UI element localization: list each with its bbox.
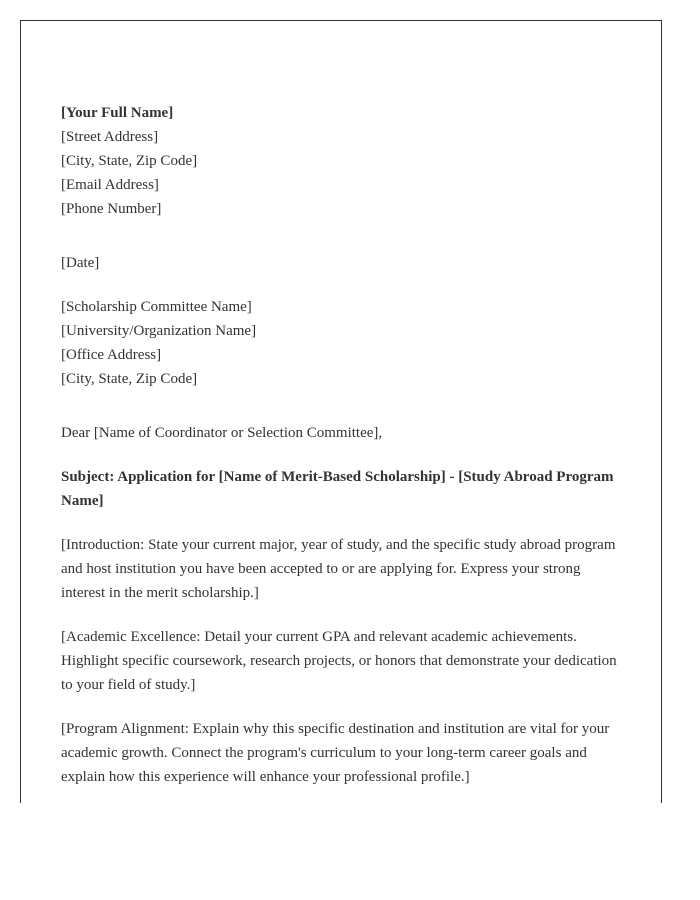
sender-block <box>61 101 621 221</box>
letter-page <box>20 20 662 803</box>
sender-name: [Your Full Name] <box>61 105 174 121</box>
letter-date: [Date] <box>61 255 100 271</box>
sender-city: [City, State, Zip Code] <box>61 153 198 169</box>
recipient-office: [Office Address] <box>61 347 162 363</box>
sender-email: [Email Address] <box>61 177 159 193</box>
subject-line: Subject: Application for [Name of Merit-Based Scholarship] - [Study Abroad Program Name] <box>61 469 614 509</box>
recipient-block <box>61 295 621 391</box>
paragraph-academic-excellence: [Academic Excellence: Detail your current GPA and relevant academic achievements. Highlight specific coursework, research projects, or honors that demonstrate your dedication to your field of study.] <box>61 629 617 693</box>
paragraph-introduction: [Introduction: State your current major, year of study, and the specific study abroad program and host institution you have been accepted to or are applying for. Express your strong interest in the merit scholarship.] <box>61 537 616 601</box>
recipient-city: [City, State, Zip Code] <box>61 371 198 387</box>
salutation: Dear [Name of Coordinator or Selection Committee], <box>61 425 383 441</box>
letter-content <box>61 101 621 789</box>
sender-phone: [Phone Number] <box>61 201 162 217</box>
recipient-committee: [Scholarship Committee Name] <box>61 299 252 315</box>
date-block <box>61 251 621 275</box>
paragraph-program-alignment: [Program Alignment: Explain why this specific destination and institution are vital for your academic growth. Connect the program's curriculum to your long-term career goals and explain how this experience will enhance your professional profile.] <box>61 721 610 785</box>
recipient-organization: [University/Organization Name] <box>61 323 257 339</box>
sender-street: [Street Address] <box>61 129 159 145</box>
